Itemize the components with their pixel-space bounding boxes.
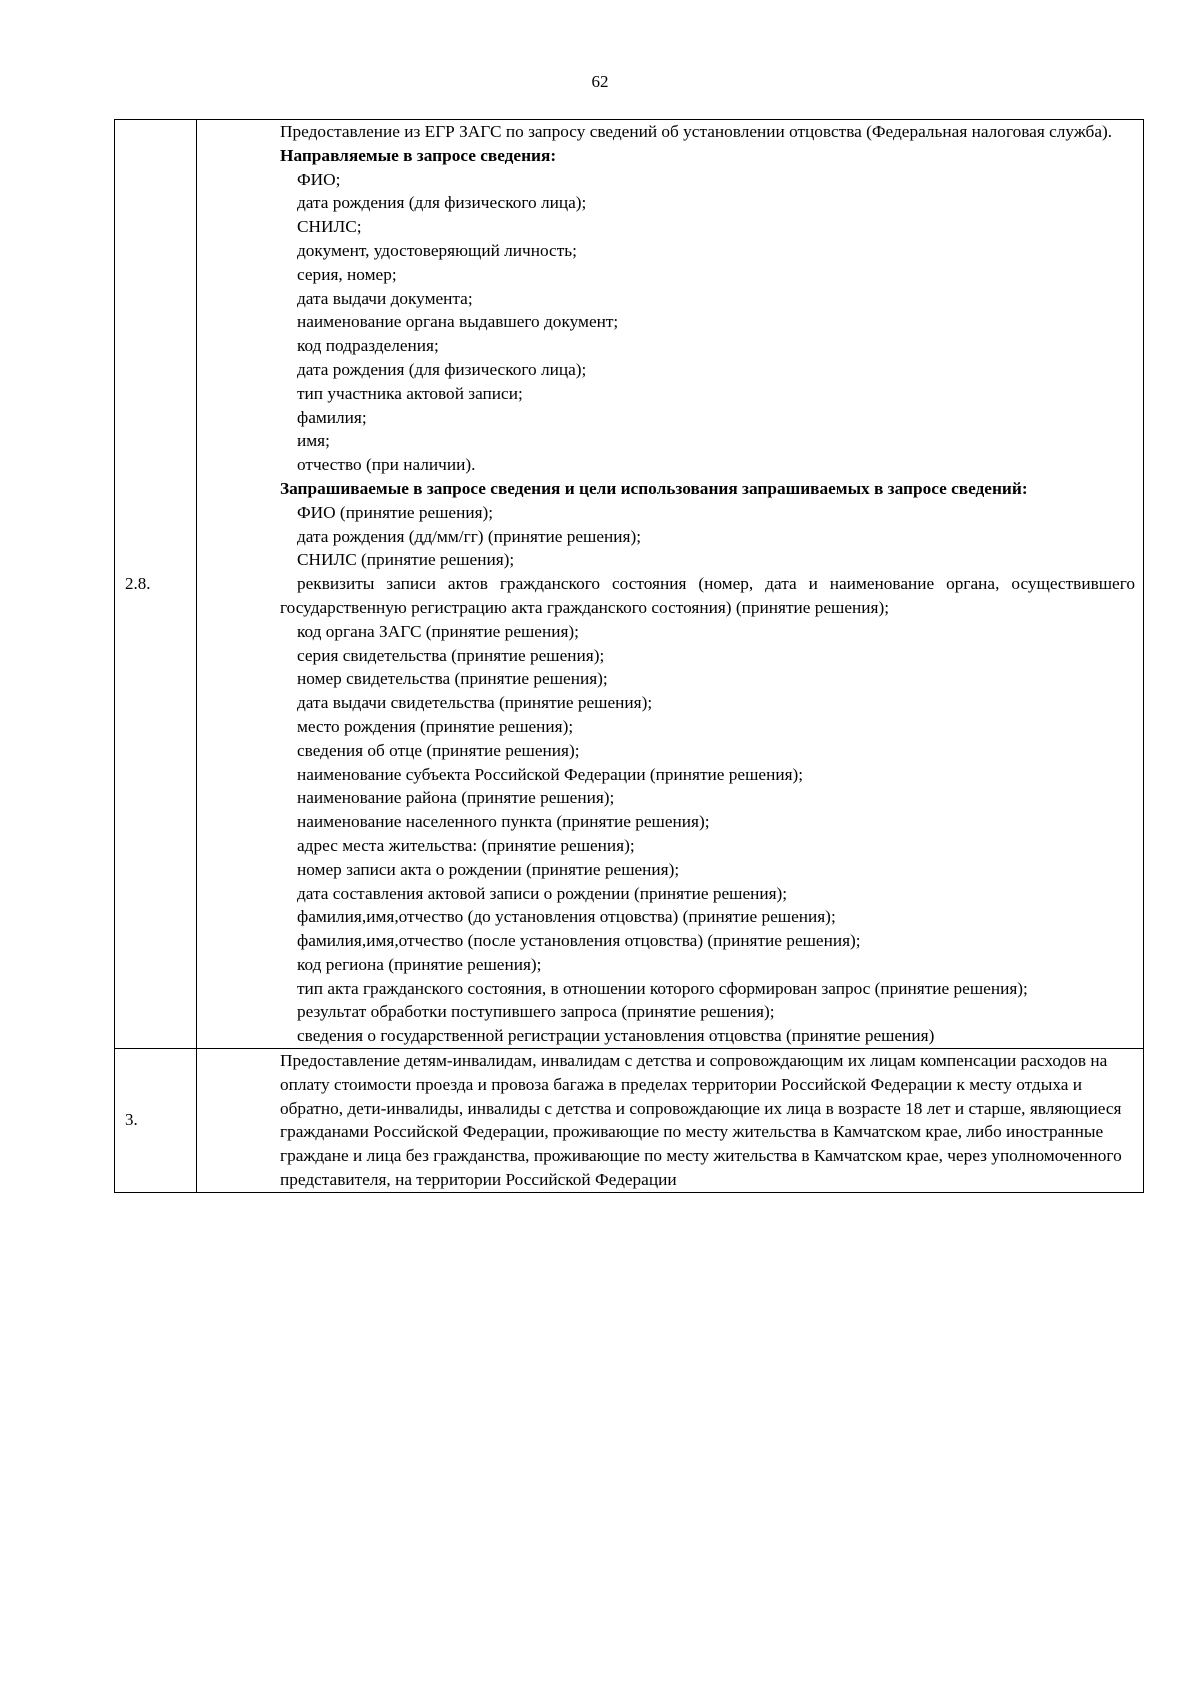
list-item: дата составления актовой записи о рождении (принятие решения); [297,883,788,903]
list-item: наименование органа выдавшего документ; [297,312,619,332]
table-row-3 [115,1049,1144,1193]
list-item: отчество (при наличии). [297,455,476,475]
row-content-cell [197,120,1144,1049]
list-item: наименование субъекта Российской Федерации (принятие решения); [297,764,804,784]
list-item: номер записи акта о рождении (принятие решения); [297,859,680,879]
row-number-cell: 3. [115,1049,197,1193]
list-item: адрес места жительства: (принятие решения); [297,835,635,855]
list-item: наименование населенного пункта (принятие решения); [297,812,710,832]
row-number-cell: 2.8. [115,120,197,1049]
list-item: сведения о государственной регистрации установления отцовства (принятие решения) [297,1026,935,1046]
list-item: фамилия,имя,отчество (после установления отцовства) (принятие решения); [297,931,861,951]
list-item: фамилия,имя,отчество (до установления отцовства) (принятие решения); [297,907,836,927]
requested-data-list [280,501,1135,1048]
list-item: имя; [297,431,330,451]
list-item: дата рождения (дд/мм/гг) (принятие решения); [297,526,642,546]
row-content-cell [197,1049,1144,1193]
list-item: серия свидетельства (принятие решения); [297,645,605,665]
list-item: код региона (принятие решения); [297,954,542,974]
list-item: наименование района (принятие решения); [297,788,615,808]
requested-data-heading: Запрашиваемые в запросе сведения и цели использования запрашиваемых в запросе сведений: [280,478,1028,498]
sent-data-list [280,168,1135,477]
list-item: дата рождения (для физического лица); [297,193,587,213]
sent-data-heading: Направляемые в запросе сведения: [280,145,557,165]
service-description: Предоставление из ЕГР ЗАГС по запросу сведений об установлении отцовства (Федеральная налоговая служба). [280,122,1113,141]
list-item: документ, удостоверяющий личность; [297,240,577,260]
list-item: реквизиты записи актов гражданского состояния (номер, дата и наименование органа, осуществившего государственную регистрацию акта гражданского состояния) (принятие решения); [280,574,1135,617]
list-item: код органа ЗАГС (принятие решения); [297,621,579,641]
services-table [114,119,1144,1193]
list-item: тип участника актовой записи; [297,383,523,403]
list-item: код подразделения; [297,336,439,356]
list-item: фамилия; [297,407,367,427]
list-item: дата рождения (для физического лица); [297,359,587,379]
service-description: Предоставление детям-инвалидам, инвалидам с детства и сопровождающим их лицам компенсации расходов на оплату стоимости проезда и провоза багажа в пределах территории Российской Федерации к месту отдыха и обратно, дети-инвалиды, инвалиды с детства и сопровождающие их лица в возрасте 18 лет и старше, являющиеся гражданами Российской Федерации, проживающие по месту жительства в Камчатском крае, либо иностранные граждане и лица без гражданства, проживающие по месту жительства в Камчатском крае, через уполномоченного представителя, на территории Российской Федерации [280,1051,1122,1190]
list-item: сведения об отце (принятие решения); [297,740,580,760]
list-item: результат обработки поступившего запроса (принятие решения); [297,1002,775,1022]
list-item: тип акта гражданского состояния, в отношении которого сформирован запрос (принятие решения); [297,978,1028,998]
list-item: ФИО (принятие решения); [297,502,494,522]
list-item: место рождения (принятие решения); [297,716,574,736]
list-item: дата выдачи свидетельства (принятие решения); [297,693,653,713]
list-item: ФИО; [297,169,341,189]
list-item: номер свидетельства (принятие решения); [297,669,608,689]
list-item: СНИЛС (принятие решения); [297,550,515,570]
table-row-2-8 [115,120,1144,1049]
list-item: серия, номер; [297,264,397,284]
list-item: дата выдачи документа; [297,288,473,308]
page-number: 62 [591,72,609,91]
list-item: СНИЛС; [297,217,362,237]
